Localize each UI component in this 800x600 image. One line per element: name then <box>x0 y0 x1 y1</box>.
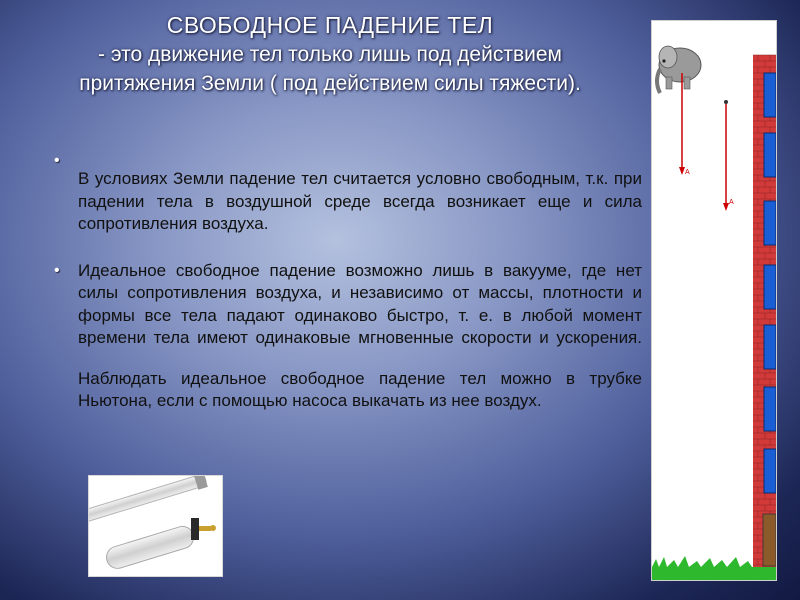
window <box>764 325 776 369</box>
svg-text:A: A <box>729 199 734 206</box>
elephant-icon <box>657 46 701 93</box>
glass-tube-upper <box>89 476 207 524</box>
window <box>764 73 776 117</box>
building-windows <box>764 73 776 493</box>
window <box>764 265 776 309</box>
slide-title <box>40 10 620 98</box>
newton-tube-photo <box>88 475 223 577</box>
gravity-arrow-small-body <box>723 100 734 211</box>
paragraph-text: В условиях Земли падение тел считается условно свободным, т.к. при падении тела в воздушной среде всегда возникает еще и сила сопротивления воздуха. <box>78 169 642 233</box>
falling-bodies-animation <box>651 20 777 581</box>
bullet-icon: • <box>54 152 60 169</box>
window <box>764 201 776 245</box>
svg-text:A: A <box>685 169 690 176</box>
glass-tube-lower <box>104 524 196 571</box>
paragraph-text: Идеальное свободное падение возможно лишь в вакууме, где нет силы сопротивления воздуха, и независимо от массы, плотности и формы все тела падают одинаково быстро, т. е. в любой момент времени тела имеют одинаковые мгновенные скорости и ускорения. <box>78 260 642 347</box>
title-definition: - это движение тел только лишь под действием притяжения Земли ( под действием силы тяжести). <box>79 43 581 95</box>
empty-bullet-row <box>50 150 642 168</box>
paragraph-air-resistance <box>50 168 642 236</box>
window <box>764 133 776 177</box>
window <box>764 387 776 431</box>
building-door <box>763 514 776 566</box>
paragraph-newton-tube: Наблюдать идеальное свободное падение тел можно в трубке Ньютона, если с помощью насоса выкачать из нее воздух. <box>78 368 642 410</box>
paragraph-vacuum <box>50 260 642 413</box>
grass-ground <box>652 567 776 580</box>
title-heading: СВОБОДНОЕ ПАДЕНИЕ ТЕЛ <box>166 12 494 38</box>
slide-body <box>50 150 642 413</box>
bullet-icon: • <box>54 261 60 279</box>
window <box>764 449 776 493</box>
tube-stopper <box>191 518 199 540</box>
